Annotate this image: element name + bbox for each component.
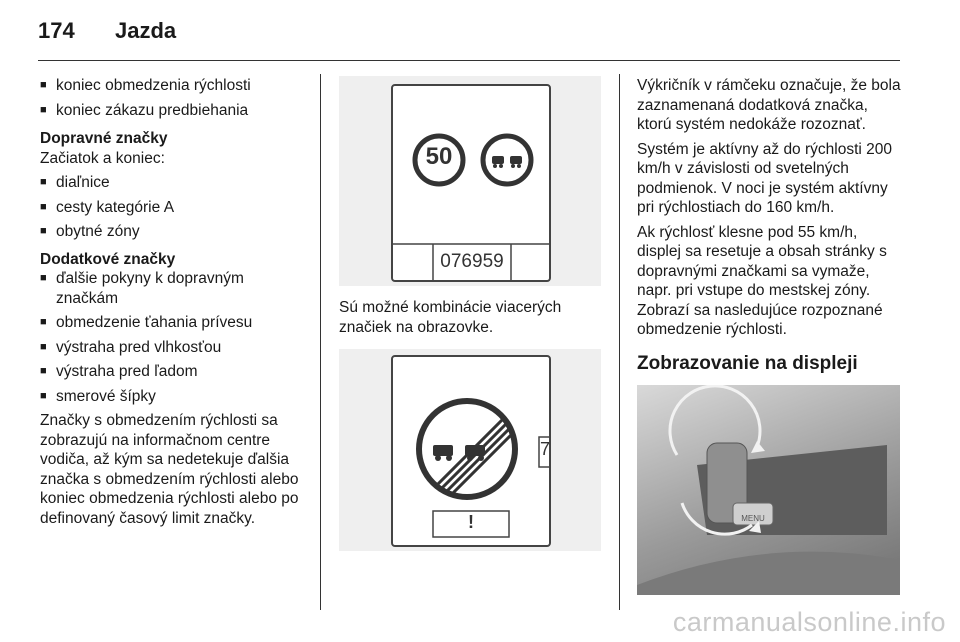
header-rule [38,60,900,61]
section-title: Jazda [115,18,177,43]
page-header [38,18,176,48]
body-paragraph: Systém je aktívny až do rýchlosti 200 km/h v závislosti od svetelných podmienok. V noci je systém aktívny pri rýchlostiach do 160 km/h. [637,140,893,216]
body-paragraph: Výkričník v rámčeku označuje, že bola zaznamenaná dodatková značka, ktorú systém nedokáže rozoznať. [637,77,901,133]
column-right [637,76,903,595]
column-left [40,76,312,533]
sign-display-1 [391,84,551,282]
column-middle [339,76,604,551]
figure-control-stalk [637,385,900,595]
list-item: ■ koniec obmedzenia rýchlosti [40,76,312,96]
sign-code: 076959 [440,251,504,272]
subheading-traffic-signs: Dopravné značky [40,130,168,147]
page-number: 174 [38,18,75,43]
list-item: ■ smerové šípky [40,387,312,407]
list-item: ■ diaľnice [40,173,312,193]
column-divider-2 [619,74,620,610]
speed-limit-value: 50 [425,143,453,170]
watermark: carmanualsonline.info [672,607,946,637]
list-item: ■ obmedzenie ťahania prívesu [40,313,312,333]
list-item: ■ obytné zóny [40,222,312,242]
figure-end-sign [339,349,601,551]
list-item: ■ koniec zákazu predbiehania [40,101,312,121]
additional-sign-plate: ! [468,512,474,532]
control-stalk-icon [637,385,900,595]
figure-speed-sign [339,76,601,286]
list-item: ■ ďalšie pokyny k dopravným značkám [40,269,312,308]
section-heading-display: Zobrazovanie na displeji [637,352,858,374]
list-item: ■ výstraha pred vlhkosťou [40,338,312,358]
list-item: ■ výstraha pred ľadom [40,362,312,382]
body-paragraph: Ak rýchlosť klesne pod 55 km/h, displej sa resetuje a obsah stránky s dopravnými značkami sa vymaže, napr. pri vstupe do mestskej zóny. Zobrazí sa nasledujúce rozpoznané obmedzenie rýchlosti. [637,223,887,338]
body-paragraph: Značky s obmedzením rýchlosti sa zobrazujú na informačnom centre vodiča, až kým sa nedetekuje ďalšia značka s obmedzením rýchlosti alebo koniec obmedzenia rýchlosti alebo po definovaný časový limit značky. [40,412,299,527]
sign-display-2 [391,355,551,547]
subheading-additional-signs: Dodatkové značky [40,250,176,268]
stalk-menu-button: MENU [741,514,765,523]
column-divider-1 [320,74,321,610]
intro-text: Začiatok a koniec: [40,149,165,167]
list-item: ■ cesty kategórie A [40,198,312,218]
corner-number: 7 [540,439,551,459]
figure-caption: Sú možné kombinácie viacerých značiek na obrazovke. [339,299,562,336]
